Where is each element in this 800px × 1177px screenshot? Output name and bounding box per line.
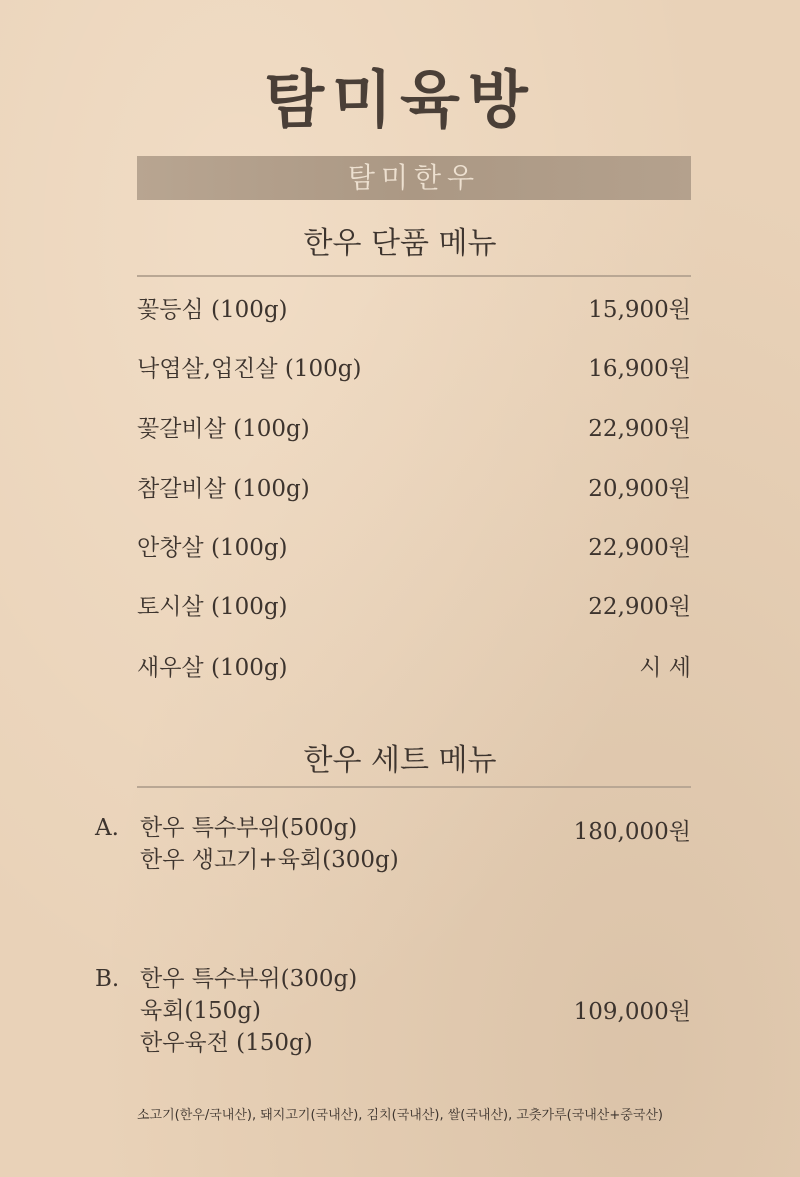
menu-item [137, 411, 691, 447]
menu-item-name: 새우살 (100g) [137, 655, 288, 681]
menu-item [137, 292, 691, 328]
set-contents [140, 963, 357, 1059]
set-content-line: 한우 특수부위(300g) [140, 966, 358, 992]
menu-item-name: 낙엽살,업진살 (100g) [137, 356, 362, 382]
menu-item-name: 토시살 (100g) [137, 594, 288, 620]
menu-item-price: 시 세 [639, 655, 691, 681]
single-menu-heading: 한우 단품 메뉴 [303, 226, 497, 261]
subtitle-text: 탐미한우 [347, 161, 481, 194]
set-letter: B. [95, 966, 120, 992]
menu-item-name: 꽃등심 (100g) [137, 297, 288, 323]
menu-item-name: 꽃갈비살 (100g) [137, 416, 310, 442]
menu-item-price: 22,900원 [588, 416, 691, 442]
set-menu-item-b [95, 963, 691, 1059]
menu-item-price: 20,900원 [588, 476, 691, 502]
menu-item [137, 351, 691, 387]
set-menu-divider [137, 786, 691, 788]
menu-item [137, 589, 691, 625]
set-content-line: 육회(150g) [140, 998, 262, 1024]
menu-item-price: 22,900원 [588, 535, 691, 561]
menu-item-price: 15,900원 [588, 297, 691, 323]
subtitle-banner [137, 156, 691, 200]
restaurant-title: 탐미육방 [264, 63, 536, 136]
menu-item [137, 650, 691, 686]
set-contents [140, 812, 399, 876]
menu-item-price: 22,900원 [588, 594, 691, 620]
menu-item [137, 471, 691, 507]
set-content-line: 한우육전 (150g) [140, 1030, 313, 1056]
set-content-line: 한우 생고기+육회(300g) [140, 847, 399, 873]
set-menu-heading: 한우 세트 메뉴 [303, 743, 497, 778]
single-menu-divider [137, 275, 691, 277]
set-price: 180,000원 [573, 819, 691, 845]
menu-item-name: 안창살 (100g) [137, 535, 288, 561]
set-letter: A. [95, 815, 119, 841]
set-menu-item-a [95, 812, 691, 876]
set-price: 109,000원 [573, 999, 691, 1025]
origin-notice: 소고기(한우/국내산), 돼지고기(국내산), 김치(국내산), 쌀(국내산), 고춧가루(국내산+중국산) [136, 1108, 664, 1123]
menu-item-name: 참갈비살 (100g) [137, 476, 310, 502]
set-content-line: 한우 특수부위(500g) [140, 815, 358, 841]
menu-item [137, 530, 691, 566]
menu-item-price: 16,900원 [588, 356, 691, 382]
